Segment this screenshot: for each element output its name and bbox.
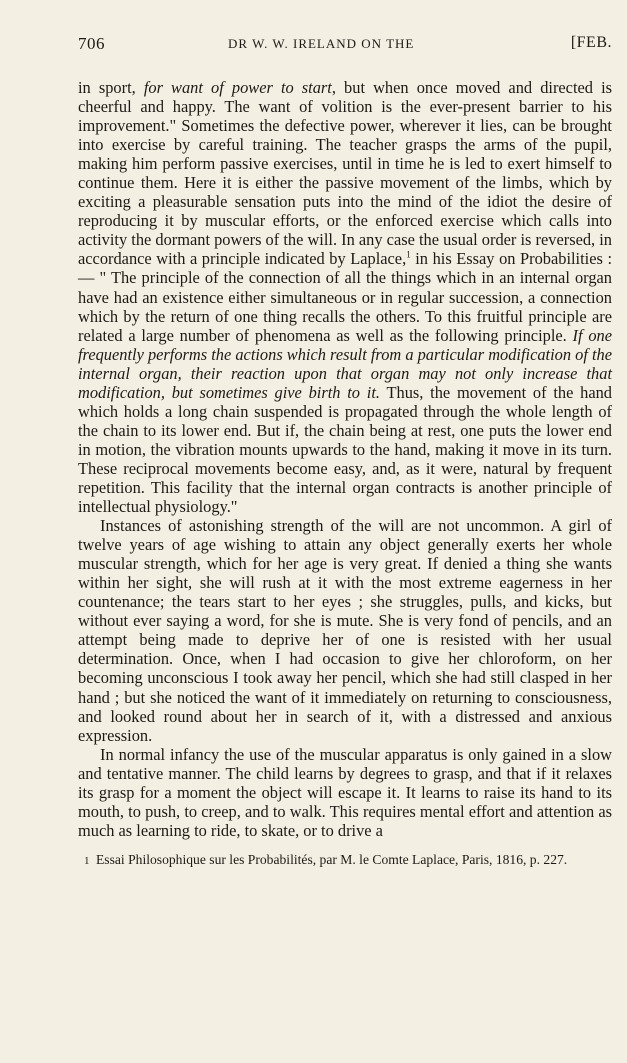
page-number: 706 [78,34,105,53]
running-head: DR W. W. IRELAND ON THE [228,36,415,51]
body-text [78,78,612,840]
p1-text-b: , but when once moved and directed is cheerful and happy. The want of volition is the ever-present barrier to his improvement." Sometimes the defective power, wherever it lies, can be brought into exercise by careful training. The teacher grasps the arms of the pupil, making him perform passive exercises, until in time he is led to exert himself to continue them. Here it is either the passive movement of the limbs, which by exciting a pleasurable sensation puts into the mind of the idiot the desire of reproducing it by muscular efforts, or the enforced exercise which calls into activity the dormant powers of the will. In any case the usual order is reversed, in accordance with a principle indicated by Laplace, [78,78,613,269]
paragraph-2: Instances of astonishing strength of the will are not uncommon. A girl of twelve years of age wishing to attain any object generally exerts her whole muscular strength, which for her age is very great. If denied a thing she wants within her sight, she will rush at it with the most extreme eagerness in her countenance; the tears start to her eyes ; she struggles, pulls, and kicks, but without ever saying a word, for she is mute. She is very fond of pencils, and an attempt being made to deprive her of one is resisted with her usual determination. Once, when I had occasion to give her chloroform, on her becoming unconscious I took away her pencil, which she had still clasped in her hand ; but she noticed the want of it immediately on returning to consciousness, and looked round about her in search of it, with a distressed and anxious expression. [78,516,612,745]
p1-text-c: in his Essay on Probabilities :— " The principle of the connection of all the things which in an internal organ have had an existence either simultaneous or in regular succession, a connection which by the return of one thing recalls the others. To this fruitful principle are related a large number of phenomena as well as the following principle. [78,249,612,345]
paragraph-1 [78,78,612,516]
p1-text-d: Thus, the movement of the hand which holds a long chain suspended is propagated through the whole length of the chain to its lower end. But if, the chain being at rest, one puts the lower end in motion, the vibration mounts upwards to the hand, making it move in its turn. These reciprocal movements become easy, and, as it were, natural by frequent repetition. This facility that the internal organ contracts is another principle of intellectual physiology." [78,382,613,517]
p1-italic-a: for want of power to start [143,78,332,97]
footnote [78,850,612,871]
book-page [78,34,612,871]
p1-text-a: in sport, [78,78,144,97]
paragraph-3: In normal infancy the use of the muscular apparatus is only gained in a slow and tentative manner. The child learns by degrees to grasp, and that if it relaxes its grasp for a moment the object will escape it. It learns to raise its hand to its mouth, to push, to creep, and to walk. This requires mental effort and attention as much as learning to ride, to skate, or to drive a [78,744,612,840]
section-mark: [FEB. [570,34,612,51]
p1-italic-b: If one frequently performs the actions which result from a particular modification of the internal organ, their reaction upon that organ may not only increase that modification, but sometimes give birth to it. [78,325,613,402]
footnote-reference: 1 [406,249,411,260]
page-header [78,34,612,58]
footnote-mark: 1 [84,854,90,867]
footnote-text: Essai Philosophique sur les Probabilités, par M. le Comte Laplace, Paris, 1816, p. 227. [96,851,568,867]
